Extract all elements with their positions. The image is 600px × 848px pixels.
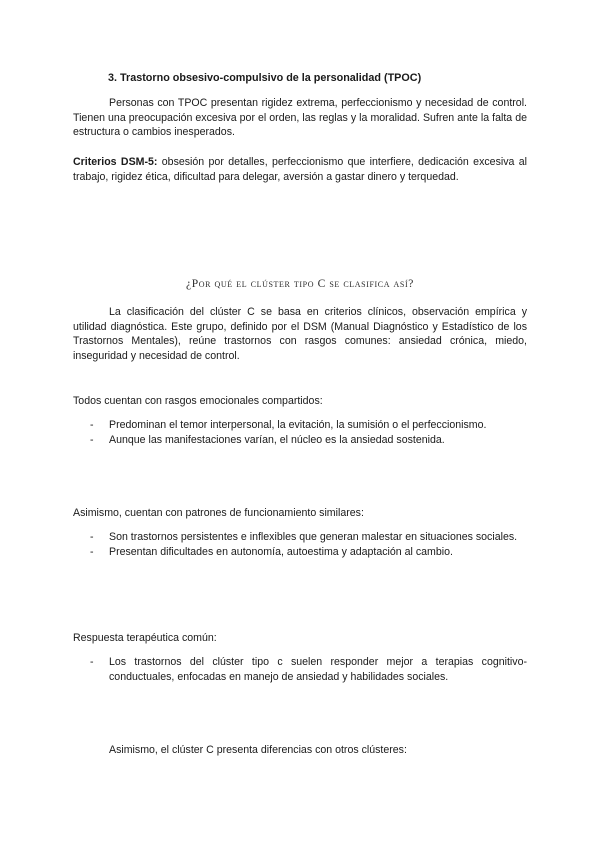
list-item: - Son trastornos persistentes e inflexibles que generan malestar en situaciones sociales. [90, 531, 518, 543]
list-item: - Los trastornos del clúster tipo c suelen responder mejor a terapias cognitivo-conductuales, enfocadas en manejo de ansiedad y habilidades sociales. [90, 656, 527, 683]
list-item: - Aunque las manifestaciones varían, el núcleo es la ansiedad sostenida. [90, 433, 445, 446]
patterns-list-wrap [73, 530, 527, 559]
patterns-intro: Asimismo, cuentan con patrones de funcionamiento similares: [73, 507, 364, 519]
bullet-dash: - [90, 545, 94, 558]
therapy-list [73, 655, 527, 684]
section-heading-tpoc: 3. Trastorno obsesivo-compulsivo de la personalidad (TPOC) [108, 72, 422, 84]
criteria-text: obsesión por detalles, perfeccionismo que interfiere, dedicación excesiva al trabajo, rigidez ética, dificultad para delegar, aversión a gastar dinero y terquedad. [73, 156, 528, 183]
bullet-dash: - [90, 531, 94, 543]
bullet-dash: - [90, 419, 94, 431]
criteria-paragraph [73, 155, 527, 184]
patterns-list [73, 530, 527, 559]
therapy-list-wrap [73, 655, 527, 684]
emotional-traits-intro: Todos cuentan con rasgos emocionales compartidos: [73, 395, 323, 407]
criteria-label: Criterios DSM-5: [73, 156, 158, 168]
bullet-dash: - [90, 433, 94, 446]
bullet-dash: - [90, 656, 94, 668]
emotional-traits-list [73, 418, 527, 447]
cluster-c-section-title: ¿Por qué el clúster tipo C se clasifica así? [186, 278, 414, 290]
therapy-intro: Respuesta terapéutica común: [73, 632, 217, 644]
differences-intro: Asimismo, el clúster C presenta diferencias con otros clústeres: [109, 744, 407, 756]
list-item: - Predominan el temor interpersonal, la evitación, la sumisión o el perfeccionismo. [90, 419, 487, 431]
emotional-traits-list-wrap [73, 418, 527, 447]
tpoc-description-paragraph: Personas con TPOC presentan rigidez extrema, perfeccionismo y necesidad de control. Tienen una preocupación excesiva por el orden, las reglas y la moralidad. Sufren ante la falta de estructura o cambios inesperados. [73, 97, 527, 139]
list-item: - Presentan dificultades en autonomía, autoestima y adaptación al cambio. [90, 545, 453, 558]
classification-paragraph: La clasificación del clúster C se basa en criterios clínicos, observación empírica y utilidad diagnóstica. Este grupo, definido por el DSM (Manual Diagnóstico y Estadístico de los Trastornos Mentales), reúne trastornos con rasgos comunes: ansiedad crónica, miedo, inseguridad y necesidad de control. [73, 306, 527, 362]
